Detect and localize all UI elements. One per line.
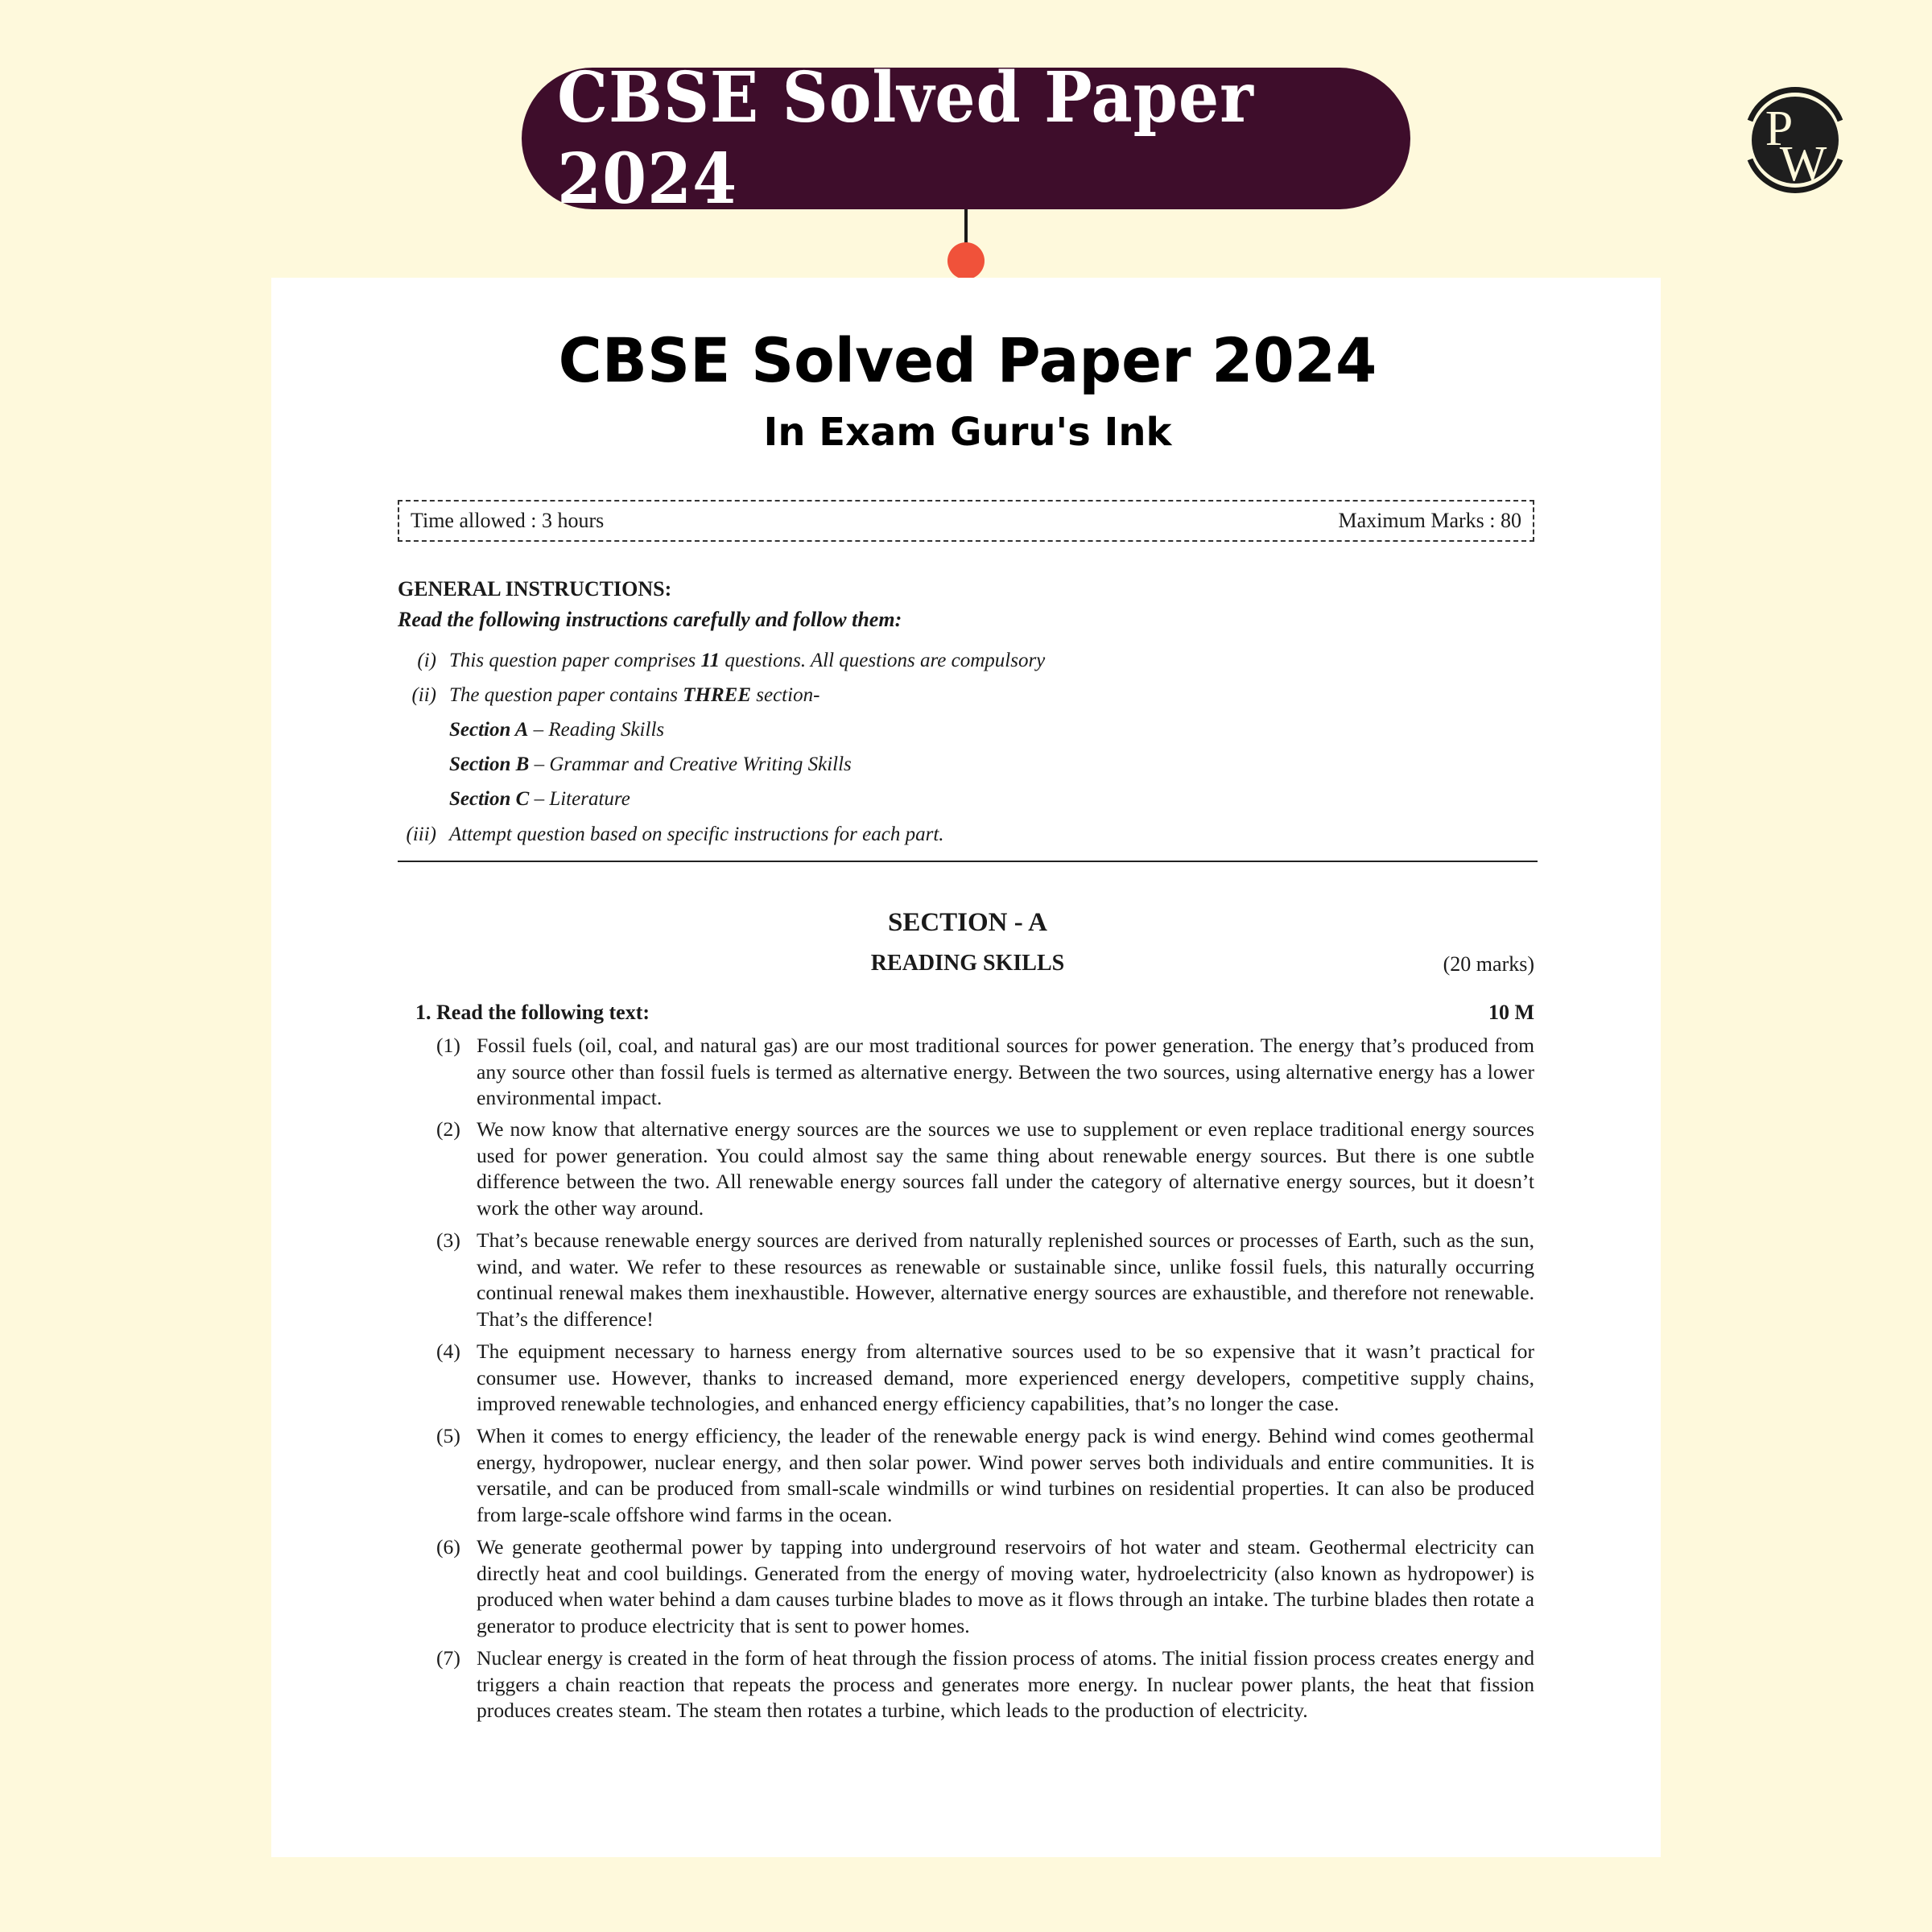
section-title: SECTION - A — [887, 908, 1048, 937]
instruction-item: (iii) Attempt question based on specific instructions for each part. — [406, 824, 944, 845]
passage-paragraph: (7) Nuclear energy is created in the form of heat through the fission process of atoms. The initial fission process creates energy and triggers a chain reaction that repeats the process and generates more energy. In nuclear power plants, the heat that fission produces creates steam. The steam then rotates a turbine, which leads to the production of electricity. — [436, 1646, 1534, 1722]
banner-title: CBSE Solved Paper 2024 — [557, 57, 1254, 220]
question-label: 1. Read the following text: — [415, 1001, 650, 1024]
time-allowed: Time allowed : 3 hours — [411, 509, 605, 532]
question-marks: 10 M — [1488, 1001, 1534, 1024]
passage-paragraph: (6) We generate geothermal power by tapping into underground reservoirs of hot water and steam. Geothermal electricity can directly heat and cool buildings. Generated from the energy of moving water, hydroelectricity (also known as hydropower) is produced when water behind a dam causes turbine blades to move as it flows through an intake. The turbine blades then rotate a generator to produce electricity that is sent to power homes. — [436, 1535, 1534, 1637]
instruction-item: (ii) The question paper contains THREE section- — [411, 684, 820, 706]
instructions-heading: GENERAL INSTRUCTIONS: — [398, 577, 672, 601]
maximum-marks: Maximum Marks : 80 — [1338, 509, 1521, 532]
passage-paragraph: (4) The equipment necessary to harness energy from alternative sources used to be so expensive that it wasn’t practical for consumer use. However, thanks to increased demand, more experienced energy developers, competitive supply chains, improved renewable technologies, and enhanced energy efficiency capabilities, that’s no longer the case. — [436, 1340, 1534, 1415]
document-subtitle: In Exam Guru's Ink — [763, 410, 1172, 455]
document-title: CBSE Solved Paper 2024 — [558, 324, 1377, 396]
exam-meta-box — [398, 500, 1534, 542]
svg-text:P: P — [1765, 101, 1794, 156]
pw-logo-icon — [1739, 82, 1852, 198]
section-subtitle: READING SKILLS — [870, 951, 1065, 976]
passage-paragraph: (2) We now know that alternative energy sources are the sources we use to supplement or even replace traditional energy sources used for power generation. You could almost say the same thing about renewable energy sources. But there is one subtle difference between the two. All renewable energy sources fall under the category of alternative energy sources, but it doesn’t work the other way around. — [436, 1117, 1534, 1220]
svg-text:W: W — [1779, 137, 1827, 192]
instruction-section-a: Section A – Reading Skills — [449, 719, 665, 741]
section-marks: (20 marks) — [1443, 952, 1534, 976]
instruction-section-c: Section C – Literature — [449, 788, 630, 810]
passage-paragraph: (1) Fossil fuels (oil, coal, and natural gas) are our most traditional sources for power generation. The energy that’s produced from any source other than fossil fuels is termed as alternative energy. Between the two sources, using alternative energy has a lower environmental impact. — [436, 1034, 1534, 1109]
instructions-lead: Read the following instructions carefully and follow them: — [398, 608, 902, 631]
divider — [398, 861, 1538, 862]
pin-dot-icon — [947, 242, 985, 279]
instruction-item: (i) This question paper comprises 11 questions. All questions are compulsory — [417, 650, 1046, 671]
passage-paragraph: (5) When it comes to energy efficiency, the leader of the renewable energy pack is wind energy. Behind wind comes geothermal energy, hydropower, nuclear energy, and then solar power. Wind power serves both individuals and entire communities. It is versatile, and can be produced from small-scale windmills or wind turbines on residential properties. It can also be produced from large-scale offshore wind farms in the ocean. — [436, 1424, 1534, 1526]
instruction-section-b: Section B – Grammar and Creative Writing Skills — [449, 753, 852, 775]
title-banner — [522, 57, 1410, 220]
document-page — [271, 278, 1661, 1857]
passage-paragraph: (3) That’s because renewable energy sources are derived from naturally replenished sources or processes of Earth, such as the sun, wind, and water. We refer to these resources as renewable or sustainable since, unlike fossil fuels, this naturally occurring continual renewal makes them inexhaustible. However, alternative energy sources are exhaustible, and therefore not renewable. That’s the difference! — [436, 1228, 1534, 1331]
